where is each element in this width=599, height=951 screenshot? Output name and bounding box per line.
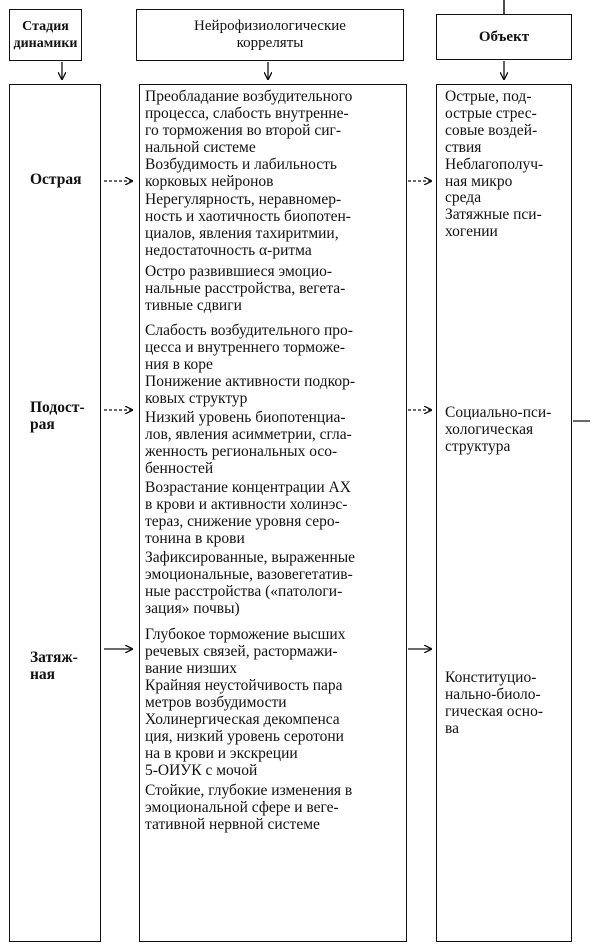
- stage-protracted: Затяж- ная: [30, 649, 78, 683]
- stage-subacute: Подост- рая: [30, 399, 85, 433]
- correlate-item: Низкий уровень биопотенциа- лов, явления асимметрии, сгла- женность региональных осо- бенностей: [145, 409, 352, 477]
- correlate-item: Стойкие, глубокие изменения в эмоциональной сфере и веге- тативной нервной системе: [145, 782, 353, 833]
- correlate-item: Крайняя неустойчивость пара метров возбудимости: [145, 677, 343, 711]
- correlate-item: Нерегулярность, неравномер- ность и хаотичность биопотен- циалов, явления тахиритмии, недостаточность α-ритма: [145, 191, 351, 259]
- object-header: Объект: [478, 28, 530, 45]
- object-subacute: Социально-пси- хологическая структура: [445, 404, 552, 455]
- correlate-item: Возрастание концентрации АХ в крови и активности холинэс- тераз, снижение уровня серо- тонина в крови: [145, 479, 351, 547]
- correlate-item: Остро развившиеся эмоцио- нальные расстройства, вегета- тивные сдвиги: [145, 263, 346, 314]
- correlate-item: Зафиксированные, выраженные эмоциональные, вазовегетатив- ные расстройства («патологи- зация» почвы): [145, 549, 356, 617]
- correlate-item: Понижение активности подкор- ковых структур: [145, 373, 355, 407]
- correlate-item: Слабость возбудительного про- цесса и внутреннего торможе- ния в коре: [145, 322, 353, 373]
- correlates-header: Нейрофизиологические корреляты: [194, 18, 346, 51]
- object-acute: Острые, под- острые стрес- совые воздей- ствия Неблагополуч- ная микро среда Затяжные пси- хогении: [445, 88, 544, 241]
- correlate-item: Глубокое торможение высших речевых связей, растормажи- вание низших: [145, 626, 346, 677]
- stage-acute: Острая: [30, 171, 82, 188]
- correlate-item: Возбудимость и лабильность корковых нейронов: [145, 156, 337, 190]
- object-protracted: Конституцио- нально-биоло- гическая осно- ва: [445, 669, 543, 737]
- correlate-item: Преобладание возбудительного процесса, слабость внутренне- го торможения во второй сиг- нальной системе: [145, 88, 353, 156]
- stage-header: Стадия динамики: [13, 19, 78, 51]
- correlate-item: Холинергическая декомпенса ция, низкий уровень серотони на в крови и экскреции 5-ОИУК с мочой: [145, 711, 344, 779]
